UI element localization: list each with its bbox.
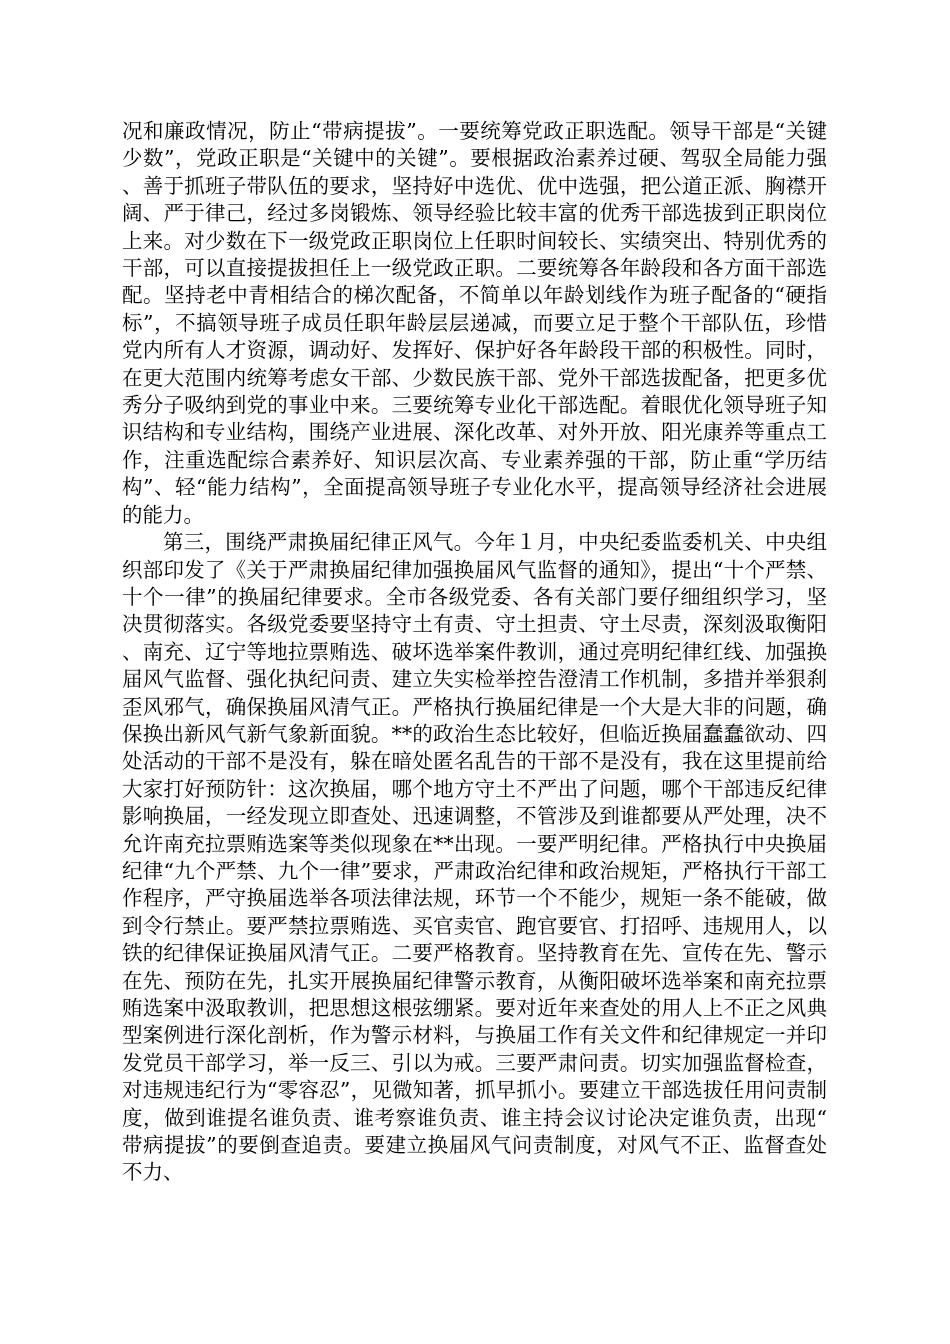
paragraph-election-discipline: 第三，围绕严肃换届纪律正风气。今年１月，中央纪委监委机关、中央组织部印发了《关于严肃换届纪律加强换届风气监督的通知》，提出“十个严禁、十个一律”的换届纪律要求。全市各级党委、各有关部门要仔细组织学习，坚决贯彻落实。各级党委要坚持守土有责、守土担责、守土尽责，深刻汲取衡阳、南充、辽宁等地拉票贿选、破坏选举案件教训，通过亮明纪律红线、加强换届风气监督、强化执纪问责、建立失实检举控告澄清工作机制，多措并举狠刹歪风邪气，确保换届风清气正。严格执行换届纪律是一个大是大非的问题，确保换出新风气新气象新面貌。**的政治生态比较好，但临近换届蠢蠢欲动、四处活动的干部不是没有，躲在暗处匿名乱告的干部不是没有，我在这里提前给大家打好预防针：这次换届，哪个地方守土不严出了问题，哪个干部违反纪律影响换届，一经发现立即查处、迅速调整，不管涉及到谁都要从严处理，决不允许南充拉票贿选案等类似现象在**出现。一要严明纪律。严格执行中央换届纪律“九个严禁、九个一律”要求，严肃政治纪律和政治规矩，严格执行干部工作程序，严守换届选举各项法律法规，环节一个不能少，规矩一条不能破，做到令行禁止。要严禁拉票贿选、买官卖官、跑官要官、打招呼、违规用人，以铁的纪律保证换届风清气正。二要严格教育。坚持教育在先、宣传在先、警示在先、预防在先，扎实开展换届纪律警示教育，从衡阳破坏选举案和南充拉票贿选案中汲取教训，把思想这根弦绷紧。要对近年来查处的用人上不正之风典型案例进行深化剖析，作为警示材料，与换届工作有关文件和纪律规定一并印发党员干部学习，举一反三、引以为戒。三要严肃问责。切实加强监督检查，对违规违纪行为“零容忍”，见微知著，抓早抓小。要建立干部选拔任用问责制度，做到谁提名谁负责、谁考察谁负责、谁主持会议讨论决定谁负责，出现“带病提拔”的要倒查追责。要建立换届风气问责制度，对风气不正、监督查处不力、 bbox=[122, 530, 827, 1185]
document-page bbox=[122, 118, 827, 1187]
paragraph-cadre-selection: 况和廉政情况，防止“带病提拔”。一要统筹党政正职选配。领导干部是“关键少数”，党政正职是“关键中的关键”。要根据政治素养过硬、驾驭全局能力强、善于抓班子带队伍的要求，坚持好中选优、优中选强，把公道正派、胸襟开阔、严于律己，经过多岗锻炼、领导经验比较丰富的优秀干部选拔到正职岗位上来。对少数在下一级党政正职岗位上任职时间较长、实绩突出、特别优秀的干部，可以直接提拔担任上一级党政正职。二要统筹各年龄段和各方面干部选配。坚持老中青相结合的梯次配备，不简单以年龄划线作为班子配备的“硬指标”，不搞领导班子成员任职年龄层层递减，而要立足于整个干部队伍，珍惜党内所有人才资源，调动好、发挥好、保护好各年龄段干部的积极性。同时，在更大范围内统筹考虑女干部、少数民族干部、党外干部选拔配备，把更多优秀分子吸纳到党的事业中来。三要统筹专业化干部选配。着眼优化领导班子知识结构和专业结构，围绕产业进展、深化改革、对外开放、阳光康养等重点工作，注重选配综合素养好、知识层次高、专业素养强的干部，防止重“学历结构”、轻“能力结构”，全面提高领导班子专业化水平，提高领导经济社会进展的能力。 bbox=[122, 119, 827, 527]
